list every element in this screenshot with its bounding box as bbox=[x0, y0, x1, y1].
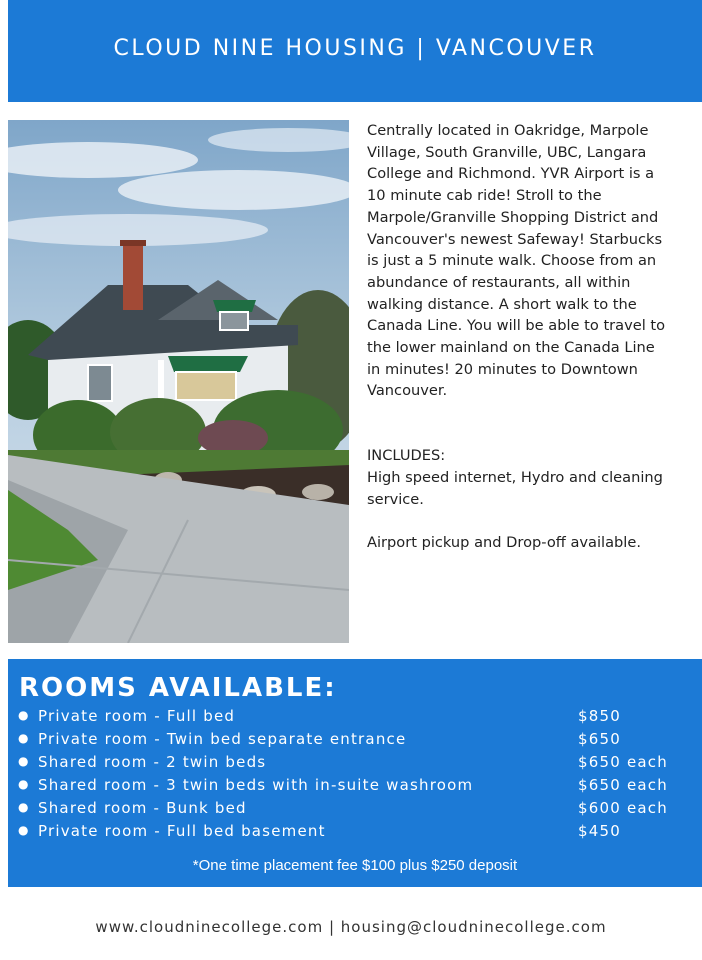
room-name: Shared room - 3 twin beds with in-suite washroom bbox=[38, 776, 474, 794]
bullet-icon: ● bbox=[18, 754, 30, 768]
bullet-icon: ● bbox=[18, 731, 30, 745]
includes-heading: INCLUDES: bbox=[367, 447, 446, 465]
footer-contact: www.cloudninecollege.com | housing@cloudninecollege.com bbox=[95, 918, 607, 936]
bullet-icon: ● bbox=[18, 800, 30, 814]
page-title: CLOUD NINE HOUSING | VANCOUVER bbox=[113, 35, 597, 61]
rooms-title: ROOMS AVAILABLE: bbox=[19, 673, 337, 703]
room-item bbox=[8, 799, 702, 822]
includes-text: High speed internet, Hydro and cleaning service. bbox=[367, 468, 663, 508]
room-item bbox=[8, 730, 702, 753]
room-name: Private room - Twin bed separate entrance bbox=[38, 730, 407, 748]
bullet-icon: ● bbox=[18, 777, 30, 791]
bullet-icon: ● bbox=[18, 708, 30, 722]
room-price: $600 each bbox=[578, 799, 668, 817]
room-list bbox=[8, 707, 702, 845]
room-price: $650 each bbox=[578, 753, 668, 771]
fee-note: *One time placement fee $100 plus $250 deposit bbox=[192, 857, 518, 874]
room-item bbox=[8, 822, 702, 845]
house-photo bbox=[8, 120, 349, 643]
description-block bbox=[367, 120, 667, 554]
room-price: $450 bbox=[578, 822, 621, 840]
room-price: $650 each bbox=[578, 776, 668, 794]
airport-text: Airport pickup and Drop-off available. bbox=[367, 534, 641, 552]
room-price: $850 bbox=[578, 707, 621, 725]
room-price: $650 bbox=[578, 730, 621, 748]
room-item bbox=[8, 753, 702, 776]
room-name: Shared room - Bunk bed bbox=[38, 799, 247, 817]
room-item bbox=[8, 776, 702, 799]
header-banner bbox=[8, 0, 702, 102]
description-paragraph: Centrally located in Oakridge, Marpole Village, South Granville, UBC, Langara College and Richmond. YVR Airport is a 10 minute cab ride! Stroll to the Marpole/Granville Shopping District and Vancouver's newest Safeway! Starbucks is just a 5 minute walk. Choose from an abundance of restaurants, all within walking distance. A short walk to the Canada Line. You will be able to travel to the lower mainland on the Canada Line in minutes! 20 minutes to Downtown Vancouver. bbox=[367, 122, 666, 400]
rooms-section bbox=[8, 659, 702, 887]
bullet-icon: ● bbox=[18, 823, 30, 837]
room-item bbox=[8, 707, 702, 730]
room-name: Private room - Full bed bbox=[38, 707, 236, 725]
room-name: Private room - Full bed basement bbox=[38, 822, 326, 840]
room-name: Shared room - 2 twin beds bbox=[38, 753, 267, 771]
